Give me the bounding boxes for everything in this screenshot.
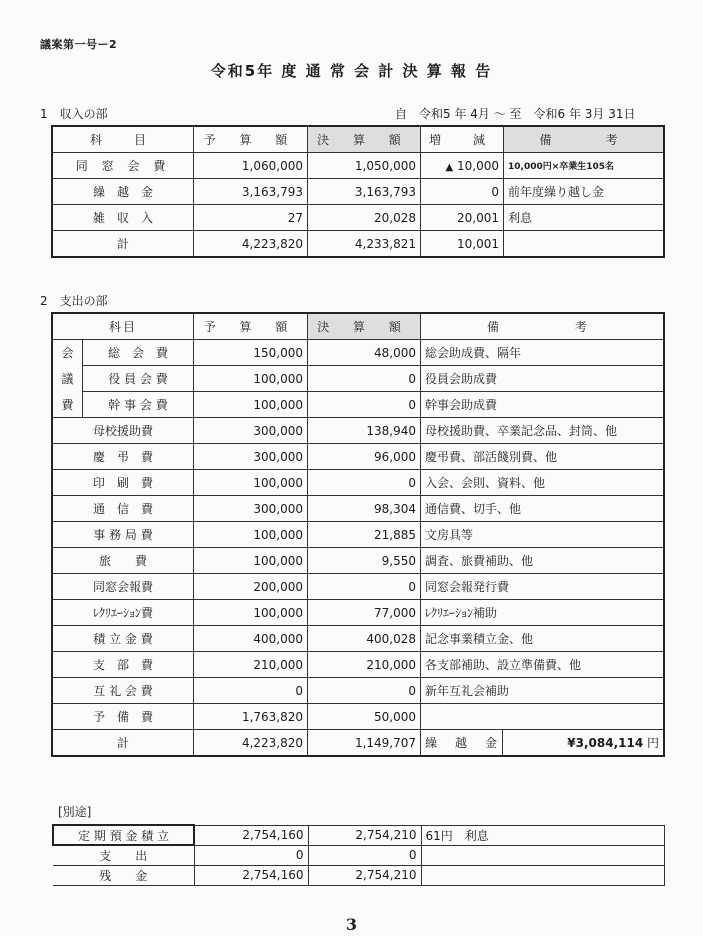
table-row [53, 574, 664, 600]
group-label-char: 議 [53, 366, 83, 392]
expense-total-budget: 4,223,820 [194, 730, 308, 756]
carry-over-label: 繰 越 金 [421, 730, 503, 756]
expense-note: 記念事業積立金、他 [421, 626, 664, 652]
table-row [53, 825, 664, 845]
group-label-char: 会 [53, 340, 83, 366]
expense-item: 幹 事 会 費 [83, 392, 194, 418]
expense-budget: 100,000 [194, 470, 308, 496]
expense-note: 各支部補助、設立準備費、他 [421, 652, 664, 678]
expense-header-actual: 決 算 額 [308, 314, 421, 340]
separate-note: 61円 利息 [421, 825, 664, 845]
table-row [53, 392, 664, 418]
income-diff: 0 [421, 179, 504, 205]
expense-budget: 100,000 [194, 366, 308, 392]
decrease-triangle-icon: ▲ [445, 161, 454, 173]
income-item: 雑 収 入 [53, 205, 194, 231]
expense-note: 慶弔費、部活餞別費、他 [421, 444, 664, 470]
expense-item: 支 部 費 [53, 652, 194, 678]
expense-note: 母校援助費、卒業記念品、封筒、他 [421, 418, 664, 444]
separate-note [421, 845, 664, 865]
table-row [53, 626, 664, 652]
separate-note [421, 865, 664, 885]
expense-header-item: 科目 [53, 314, 194, 340]
expense-item: 予 備 費 [53, 704, 194, 730]
separate-actual: 2,754,210 [308, 865, 421, 885]
income-note: 10,000円×卒業生105名 [504, 153, 664, 179]
expense-actual: 48,000 [308, 340, 421, 366]
expense-budget: 100,000 [194, 548, 308, 574]
separate-budget: 2,754,160 [194, 865, 308, 885]
expense-item: 事 務 局 費 [53, 522, 194, 548]
expense-actual: 50,000 [308, 704, 421, 730]
income-budget: 4,223,820 [194, 231, 308, 257]
expense-header-budget: 予 算 額 [194, 314, 308, 340]
expense-item: 同窓会報費 [53, 574, 194, 600]
expense-budget: 210,000 [194, 652, 308, 678]
expense-actual: 9,550 [308, 548, 421, 574]
document-label: 議案第一号ー2 [40, 38, 118, 51]
separate-actual: 2,754,210 [308, 825, 421, 845]
income-diff: ▲ 10,000 [421, 153, 504, 179]
expense-item: 互 礼 会 費 [53, 678, 194, 704]
expense-note: 新年互礼会補助 [421, 678, 664, 704]
expense-actual: 98,304 [308, 496, 421, 522]
income-actual: 1,050,000 [308, 153, 421, 179]
expense-item: 慶 弔 費 [53, 444, 194, 470]
expense-note: 同窓会報発行費 [421, 574, 664, 600]
expense-note: 総会助成費、隔年 [421, 340, 664, 366]
expense-note: 入会、会則、資料、他 [421, 470, 664, 496]
income-header-row [53, 127, 664, 153]
table-row [53, 179, 664, 205]
income-total-row [53, 231, 664, 257]
income-budget: 27 [194, 205, 308, 231]
income-heading: 1 収入の部 [40, 107, 108, 121]
expense-total-actual: 1,149,707 [308, 730, 421, 756]
expense-total-label: 計 [53, 730, 194, 756]
income-note: 前年度繰り越し金 [504, 179, 664, 205]
expense-item: 役 員 会 費 [83, 366, 194, 392]
table-row [53, 600, 664, 626]
expense-note: 文房具等 [421, 522, 664, 548]
income-diff: 20,001 [421, 205, 504, 231]
expense-header-note: 備 考 [421, 314, 664, 340]
expense-budget: 300,000 [194, 418, 308, 444]
expense-actual: 77,000 [308, 600, 421, 626]
table-row [53, 366, 664, 392]
table-row [53, 652, 664, 678]
income-note: 利息 [504, 205, 664, 231]
expense-actual: 21,885 [308, 522, 421, 548]
table-row [53, 470, 664, 496]
expense-note: 役員会助成費 [421, 366, 664, 392]
expense-budget: 0 [194, 678, 308, 704]
income-budget: 3,163,793 [194, 179, 308, 205]
expense-item: 総 会 費 [83, 340, 194, 366]
expense-actual: 0 [308, 574, 421, 600]
table-row [53, 548, 664, 574]
expense-total-row [53, 730, 664, 756]
expense-budget: 1,763,820 [194, 704, 308, 730]
income-actual: 4,233,821 [308, 231, 421, 257]
income-header-actual: 決 算 額 [308, 127, 421, 153]
fiscal-period: 自 令和5 年 4月 ～ 至 令和6 年 3月 31日 [395, 107, 636, 121]
expense-item: 印 刷 費 [53, 470, 194, 496]
income-header-budget: 予 算 額 [194, 127, 308, 153]
expense-actual: 96,000 [308, 444, 421, 470]
expense-budget: 100,000 [194, 600, 308, 626]
expense-item: 通 信 費 [53, 496, 194, 522]
expense-actual: 210,000 [308, 652, 421, 678]
expense-note: 調査、旅費補助、他 [421, 548, 664, 574]
expense-budget: 300,000 [194, 444, 308, 470]
table-row [53, 865, 664, 885]
income-actual: 20,028 [308, 205, 421, 231]
expense-note: ﾚｸﾘｴｰｼｮﾝ補助 [421, 600, 664, 626]
income-item: 計 [53, 231, 194, 257]
separate-label: [別途] [58, 805, 92, 819]
expense-budget: 150,000 [194, 340, 308, 366]
table-row [53, 418, 664, 444]
expense-actual: 138,940 [308, 418, 421, 444]
separate-item: 支 出 [53, 845, 194, 865]
income-item: 繰 越 金 [53, 179, 194, 205]
expense-note: 通信費、切手、他 [421, 496, 664, 522]
expense-budget: 300,000 [194, 496, 308, 522]
table-row [53, 704, 664, 730]
expense-item: 積 立 金 費 [53, 626, 194, 652]
expense-table [52, 313, 664, 756]
document-title: 令和5年 度 通 常 会 計 決 算 報 告 [210, 62, 493, 80]
separate-budget: 0 [194, 845, 308, 865]
table-row [53, 496, 664, 522]
income-budget: 1,060,000 [194, 153, 308, 179]
expense-item: 旅 費 [53, 548, 194, 574]
expense-budget: 100,000 [194, 392, 308, 418]
expense-item: 母校援助費 [53, 418, 194, 444]
expense-rows [53, 418, 664, 730]
table-row [53, 678, 664, 704]
separate-table [52, 824, 665, 886]
expense-budget: 400,000 [194, 626, 308, 652]
expense-note [421, 704, 664, 730]
table-row [53, 522, 664, 548]
income-header-note: 備 考 [504, 127, 664, 153]
expense-header-row [53, 314, 664, 340]
table-row [53, 153, 664, 179]
expense-actual: 0 [308, 678, 421, 704]
expense-actual: 0 [308, 366, 421, 392]
page-number: 3 [345, 915, 358, 934]
income-diff: 10,001 [421, 231, 504, 257]
table-row [53, 340, 664, 366]
income-item: 同 窓 会 費 [53, 153, 194, 179]
income-header-diff: 増 減 [421, 127, 504, 153]
income-note [504, 231, 664, 257]
expense-actual: 400,028 [308, 626, 421, 652]
expense-heading: 2 支出の部 [40, 294, 108, 308]
expense-item: ﾚｸﾘｴｰｼｮﾝ費 [53, 600, 194, 626]
table-row [53, 845, 664, 865]
expense-budget: 200,000 [194, 574, 308, 600]
expense-budget: 100,000 [194, 522, 308, 548]
carry-over-amount: ¥3,084,114 円 [503, 730, 664, 756]
table-row [53, 205, 664, 231]
separate-actual: 0 [308, 845, 421, 865]
separate-item: 定 期 預 金 積 立 [53, 825, 194, 845]
table-row [53, 444, 664, 470]
group-label-char: 費 [53, 392, 83, 418]
income-header-item: 科 目 [53, 127, 194, 153]
separate-budget: 2,754,160 [194, 825, 308, 845]
expense-note: 幹事会助成費 [421, 392, 664, 418]
expense-actual: 0 [308, 470, 421, 496]
income-actual: 3,163,793 [308, 179, 421, 205]
separate-item: 残 金 [53, 865, 194, 885]
income-table [52, 126, 664, 257]
expense-actual: 0 [308, 392, 421, 418]
